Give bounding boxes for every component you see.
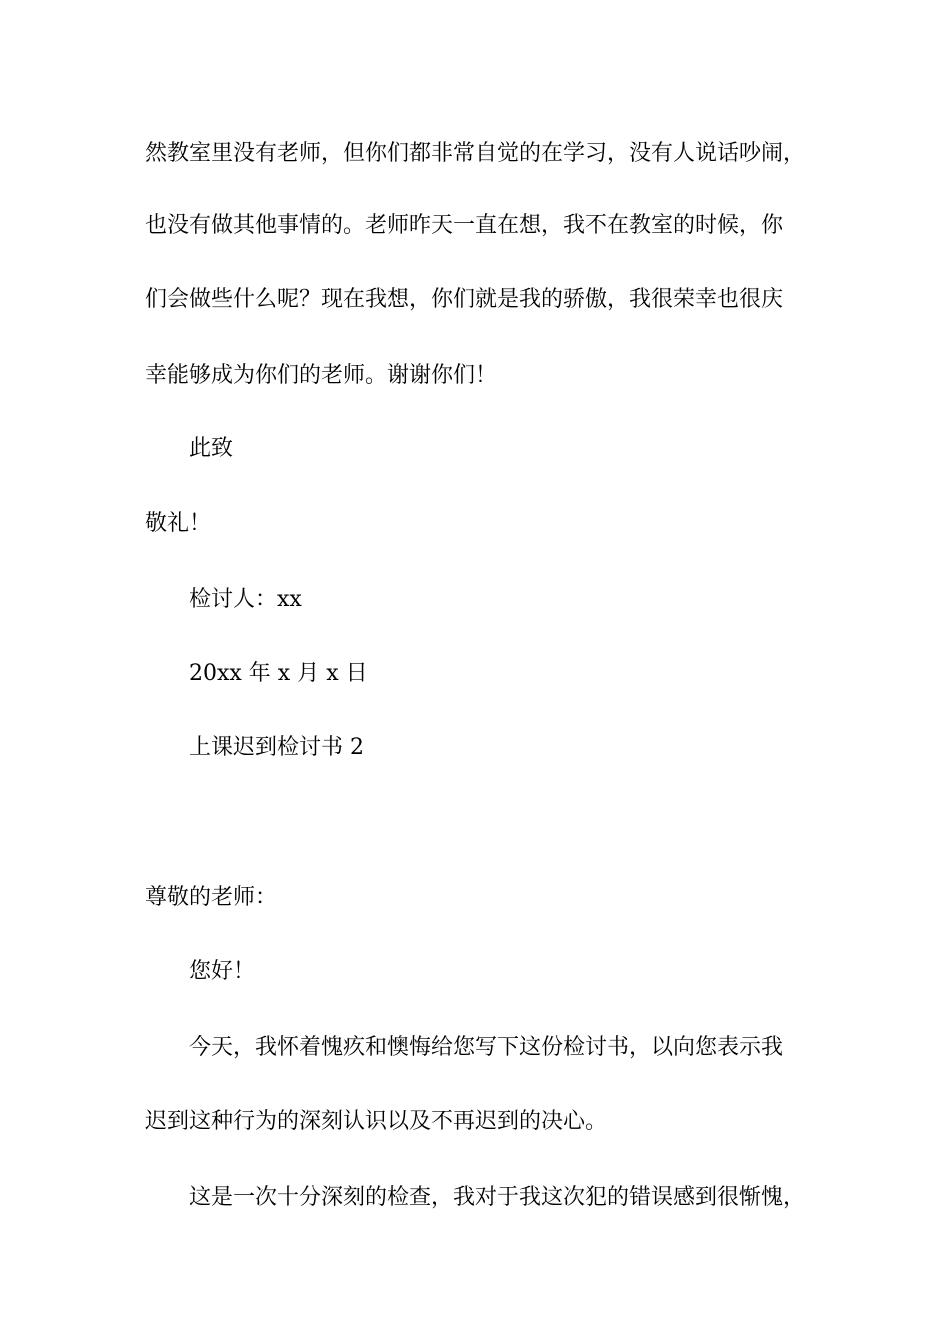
body-text-line: 迟到这种行为的深刻认识以及不再迟到的决心。 — [145, 1109, 608, 1134]
greeting: 您好！ — [189, 959, 256, 984]
body-text-line: 今天，我怀着愧疚和懊悔给您写下这份检讨书，以向您表示我 — [189, 1035, 784, 1060]
author-signature: 检讨人：xx — [189, 587, 302, 612]
body-text-line: 然教室里没有老师，但你们都非常自觉的在学习，没有人说话吵闹， — [145, 141, 806, 166]
closing-phrase: 此致 — [189, 436, 234, 461]
section-title: 上课迟到检讨书 2 — [189, 735, 364, 760]
body-text-line: 也没有做其他事情的。老师昨天一直在想，我不在教室的时候，你 — [145, 213, 784, 238]
body-text-line: 们会做些什么呢？现在我想，你们就是我的骄傲，我很荣幸也很庆 — [145, 287, 784, 312]
body-text-line: 幸能够成为你们的老师。谢谢你们！ — [145, 363, 498, 388]
greeting-recipient: 尊敬的老师： — [145, 885, 278, 910]
body-text-line: 这是一次十分深刻的检查，我对于我这次犯的错误感到很惭愧， — [189, 1185, 806, 1210]
date-line: 20xx 年 x 月 x 日 — [189, 661, 368, 686]
salutation-closing: 敬礼！ — [145, 511, 212, 536]
